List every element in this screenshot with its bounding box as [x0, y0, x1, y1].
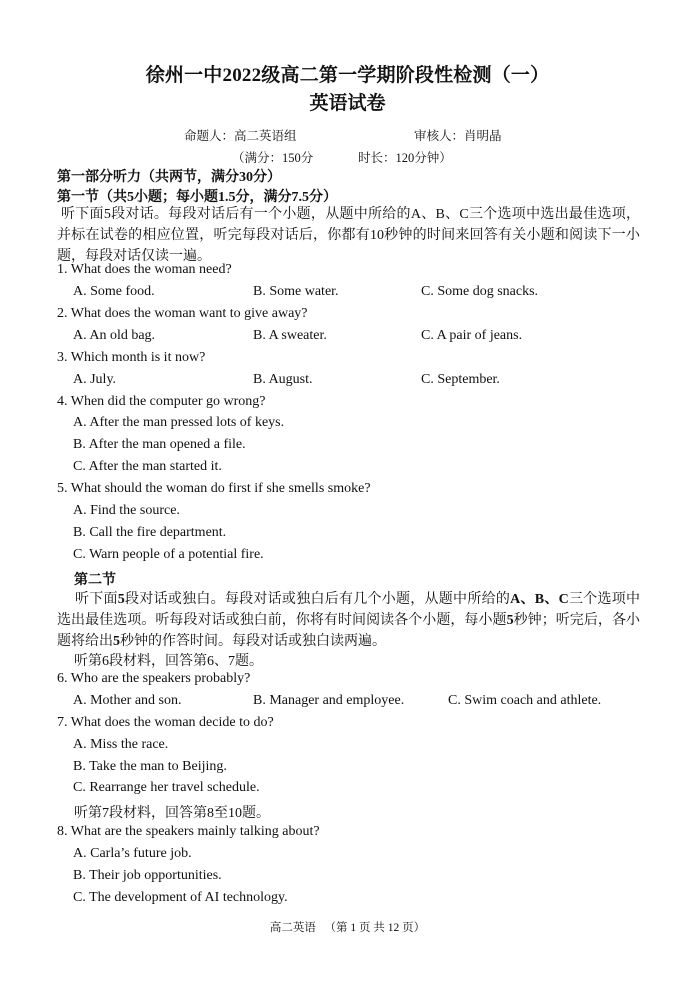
q2-option-c: C. A pair of jeans.	[421, 328, 523, 343]
question-7: 7. What does the woman decide to do?	[57, 715, 274, 730]
exam-title: 徐州一中2022级高二第一学期阶段性检测（一）	[145, 65, 550, 86]
question-8: 8. What are the speakers mainly talking about?	[57, 824, 320, 839]
full-score: （满分：150分	[232, 151, 314, 165]
q7-option-a: A. Miss the race.	[73, 737, 169, 752]
material-7-note: 听第7段材料，回答第8至10题。	[74, 806, 270, 821]
q5-option-c: C. Warn people of a potential fire.	[73, 547, 264, 562]
q8-option-c: C. The development of AI technology.	[73, 890, 288, 905]
q4-option-c: C. After the man started it.	[73, 459, 222, 474]
footer-page-mid: 页 共	[359, 922, 385, 934]
part1-heading: 第一部分听力（共两节，满分30分）	[57, 170, 281, 185]
question-6: 6. Who are the speakers probably?	[57, 671, 251, 686]
question-3: 3. Which month is it now?	[57, 350, 206, 365]
question-1: 1. What does the woman need?	[57, 262, 232, 277]
q8-option-a: A. Carla’s future job.	[73, 846, 192, 861]
q1-option-c: C. Some dog snacks.	[421, 284, 539, 299]
section1-instructions: 听下面5段对话。每段对话后有一个小题，从题中所给的A、B、C三个选项中选出最佳选项，并标在试卷的相应位置，听完每段对话后，你都有10秒钟的时间来回答有关小题和阅读下一小题，每段对话仅读一遍。	[57, 207, 640, 264]
q4-option-b: B. After the man opened a file.	[73, 437, 246, 452]
q3-option-a: A. July.	[73, 372, 117, 387]
reviewer-line: 审核人：肖明晶	[414, 129, 502, 143]
page-footer	[0, 919, 695, 935]
footer-page-number: 1	[350, 922, 357, 934]
q6-option-b: B. Manager and employee.	[253, 693, 405, 708]
q1-option-a: A. Some food.	[73, 284, 155, 299]
material-6-note: 听第6段材料，回答第6、7题。	[74, 654, 263, 669]
q7-option-c: C. Rearrange her travel schedule.	[73, 780, 260, 795]
q2-option-b: B. A sweater.	[253, 328, 327, 343]
footer-page-prefix: （第	[324, 922, 348, 934]
q4-option-a: A. After the man pressed lots of keys.	[73, 415, 285, 430]
q5-option-b: B. Call the fire department.	[73, 525, 227, 540]
question-4: 4. When did the computer go wrong?	[57, 394, 266, 409]
exam-subtitle: 英语试卷	[309, 93, 386, 114]
footer-page-suffix: 页）	[402, 922, 426, 934]
q8-option-b: B. Their job opportunities.	[73, 868, 222, 883]
q1-option-b: B. Some water.	[253, 284, 339, 299]
question-5: 5. What should the woman do first if she smells smoke?	[57, 481, 371, 496]
footer-page-total: 12	[387, 922, 400, 934]
q3-option-c: C. September.	[421, 372, 500, 387]
q6-option-a: A. Mother and son.	[73, 693, 182, 708]
q5-option-a: A. Find the source.	[73, 503, 180, 518]
time-limit: 时长：120分钟）	[358, 151, 452, 165]
author-line: 命题人：高二英语组	[184, 129, 297, 143]
q2-option-a: A. An old bag.	[73, 328, 156, 343]
footer-subject: 高二英语	[269, 922, 316, 934]
q6-option-c: C. Swim coach and athlete.	[448, 693, 602, 708]
section1-heading: 第一节（共5小题；每小题1.5分，满分7.5分）	[57, 190, 337, 205]
section2-heading: 第二节	[74, 573, 116, 588]
q3-option-b: B. August.	[253, 372, 313, 387]
question-2: 2. What does the woman want to give away?	[57, 306, 308, 321]
section2-instructions: 听下面5段对话或独白。每段对话或独白后有几个小题，从题中所给的A、B、C三个选项中选出最佳选项。听每段对话或独白前，你将有时间阅读各个小题，每小题5秒钟；听完后，各小题将给出5秒钟的作答时间。每段对话或独白读两遍。	[57, 592, 641, 649]
q7-option-b: B. Take the man to Beijing.	[73, 759, 227, 774]
